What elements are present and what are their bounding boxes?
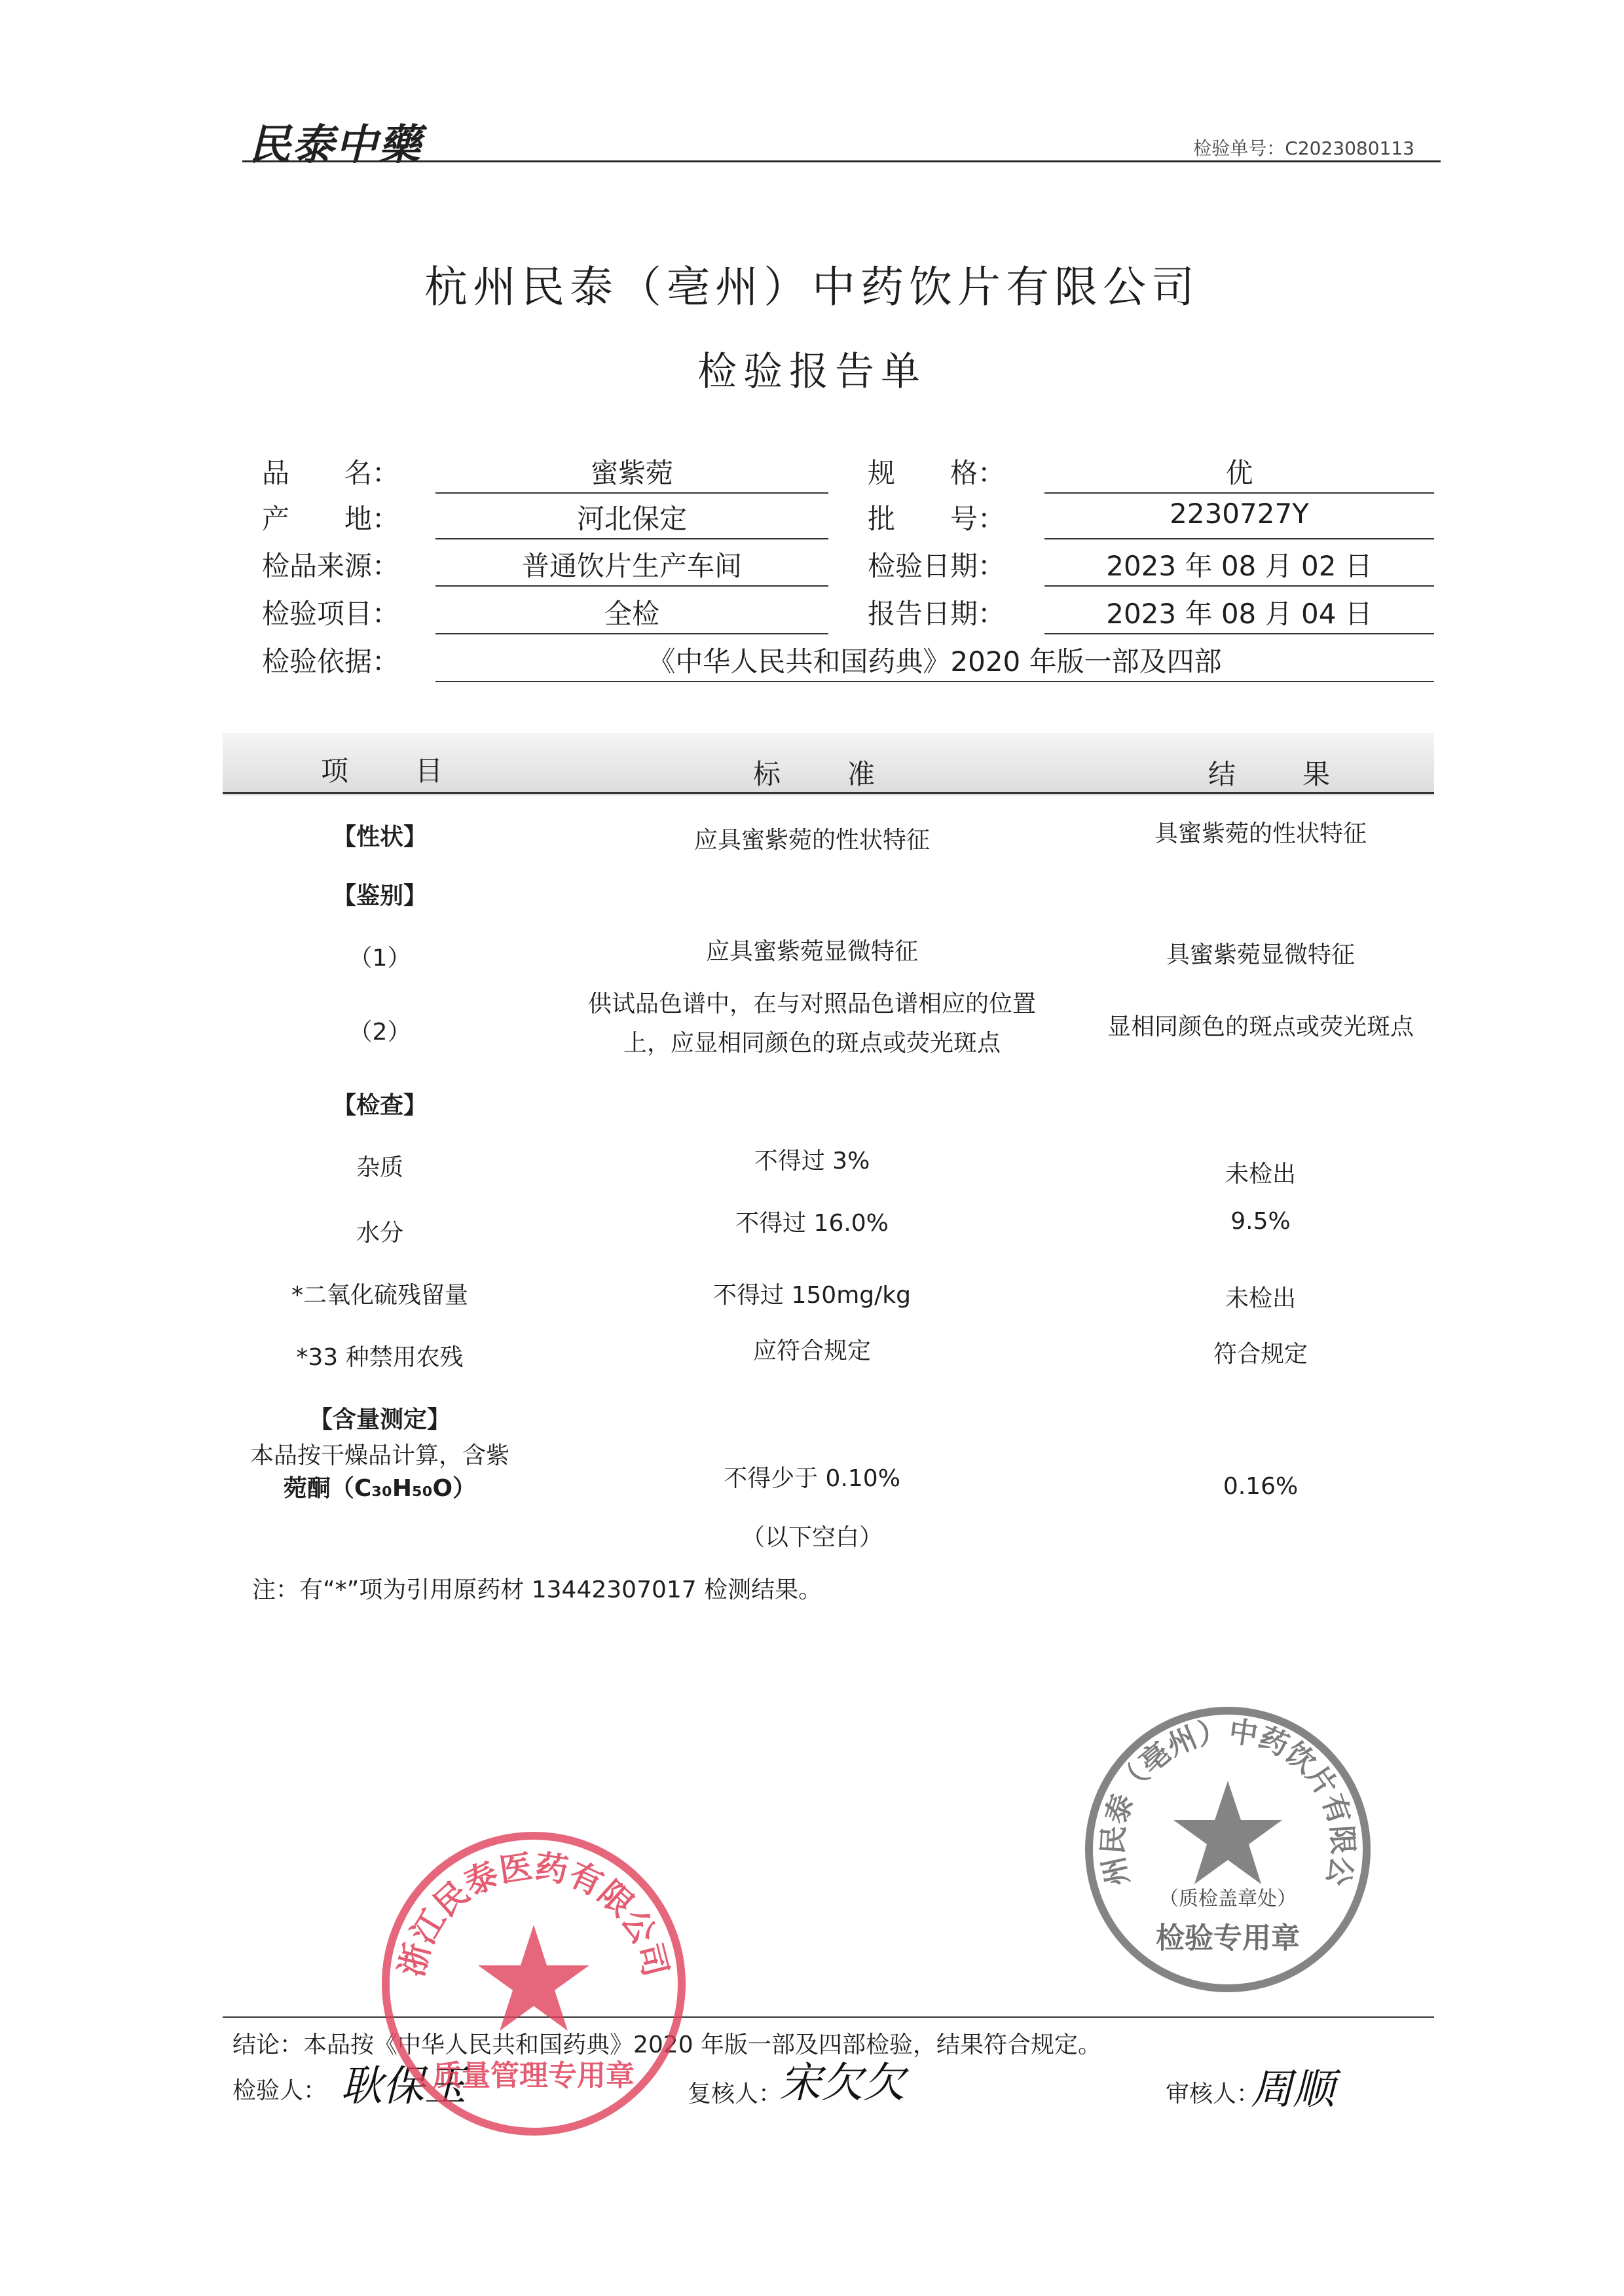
inspection-stamp-inner-text: 检验专用章 [1156, 1922, 1300, 1955]
item-label: 检验项目： [262, 598, 400, 630]
origin-value: 河北保定 [576, 503, 687, 535]
row-result-sulfur-dioxide: 未检出 [1225, 1285, 1296, 1312]
row-item-assay-line1: 本品按干燥品计算，含紫 [249, 1442, 509, 1469]
test-date-underline [1044, 585, 1434, 587]
footnote: 注：有“*”项为引用原药材 13442307017 检测结果。 [252, 1576, 822, 1603]
batch-value: 2230727Y [1170, 498, 1309, 530]
row-standard-pesticides: 应符合规定 [752, 1338, 871, 1364]
inspector-signature: 耿保玉 [341, 2062, 466, 2111]
product-value: 蜜紫菀 [590, 457, 673, 489]
reviewer-label: 复核人： [688, 2081, 783, 2107]
origin-underline [435, 538, 828, 539]
row-result-pesticides: 符合规定 [1213, 1341, 1308, 1368]
row-standard-ident-2-line2: 上，应显相同颜色的斑点或荧光斑点 [623, 1030, 1001, 1057]
product-underline [435, 492, 828, 494]
inspector-label: 检验人： [232, 2077, 327, 2104]
column-header-item: 项 目 [321, 755, 463, 787]
approver-signature: 周顺 [1251, 2066, 1335, 2114]
row-standard-ident-1: 应具蜜紫菀显微特征 [705, 938, 918, 965]
column-header-result: 结 果 [1208, 758, 1350, 790]
row-standard-assay: 不得少于 0.10% [724, 1465, 900, 1492]
test-date-value: 2023 年 08 月 02 日 [1106, 550, 1373, 582]
row-item-sulfur-dioxide: *二氧化硫残留量 [291, 1282, 468, 1309]
reviewer-signature: 宋欠欠 [779, 2059, 905, 2107]
row-standard-ident-2-line1: 供试品色谱中，在与对照品色谱相应的位置 [587, 991, 1036, 1017]
row-standard-moisture: 不得过 16.0% [735, 1210, 889, 1237]
row-result-ident-2: 显相同颜色的斑点或荧光斑点 [1107, 1013, 1414, 1040]
table-header-rule [223, 792, 1434, 794]
spec-value: 优 [1225, 457, 1253, 489]
inspection-stamp-placeholder: （质检盖章处） [1159, 1887, 1297, 1910]
item-value: 全检 [604, 598, 659, 630]
header-divider [242, 160, 1441, 162]
row-standard-sulfur-dioxide: 不得过 150mg/kg [713, 1282, 911, 1309]
report-date-value: 2023 年 08 月 04 日 [1106, 598, 1373, 630]
row-result-ident-1: 具蜜紫菀显微特征 [1166, 941, 1355, 968]
origin-label: 产 地： [262, 503, 400, 535]
basis-value: 《中华人民共和国药典》2020 年版一部及四部 [648, 646, 1222, 678]
inspection-stamp-graphic [1080, 1702, 1375, 1997]
row-standard-impurity: 不得过 3% [754, 1148, 870, 1175]
report-number: 检验单号：C2023080113 [1193, 137, 1414, 159]
spec-underline [1044, 492, 1434, 494]
section-inspection: 【检查】 [332, 1092, 427, 1119]
quality-stamp-inner-text: 质量管理专用章 [433, 2059, 635, 2092]
test-date-label: 检验日期： [868, 550, 1006, 582]
table-end-marker: （以下空白） [741, 1524, 883, 1551]
row-item-pesticides: *33 种禁用农残 [296, 1344, 464, 1371]
row-result-impurity: 未检出 [1225, 1161, 1296, 1188]
column-header-standard: 标 准 [753, 758, 895, 790]
quality-stamp-ring-text: 浙江民泰医药有限公司 [392, 1847, 675, 1980]
report-date-underline [1044, 633, 1434, 634]
quality-stamp-graphic [377, 1827, 691, 2141]
item-underline [435, 633, 828, 634]
report-date-label: 报告日期： [868, 598, 1006, 630]
document-title: 检验报告单 [697, 349, 927, 395]
conclusion-text: 结论：本品按《中华人民共和国药典》2020 年版一部及四部检验，结果符合规定。 [232, 2032, 1102, 2058]
batch-label: 批 号： [868, 503, 1006, 535]
basis-underline [435, 681, 1434, 682]
row-item-appearance: 【性状】 [332, 824, 427, 850]
row-item-assay-line2: 菀酮（C₃₀H₅₀O） [283, 1475, 477, 1502]
row-result-moisture: 9.5% [1230, 1208, 1291, 1235]
basis-label: 检验依据： [262, 646, 400, 678]
row-item-moisture: 水分 [356, 1220, 403, 1247]
inspection-stamp [1080, 1702, 1375, 1997]
row-result-appearance: 具蜜紫菀的性状特征 [1154, 820, 1367, 847]
approver-label: 审核人： [1166, 2081, 1261, 2107]
quality-stamp [377, 1827, 691, 2141]
source-label: 检品来源： [262, 550, 400, 582]
spec-label: 规 格： [868, 457, 1006, 489]
batch-underline [1044, 538, 1434, 539]
source-underline [435, 585, 828, 587]
row-standard-appearance: 应具蜜紫菀的性状特征 [693, 827, 930, 854]
row-item-ident-2: （2） [348, 1019, 411, 1046]
section-identification: 【鉴别】 [332, 883, 427, 909]
row-item-ident-1: （1） [348, 945, 411, 972]
company-name: 杭州民泰（亳州）中药饮片有限公司 [424, 262, 1200, 312]
row-result-assay: 0.16% [1223, 1473, 1299, 1500]
section-assay: 【含量测定】 [308, 1406, 451, 1433]
company-logo: 民泰中藥 [249, 120, 422, 170]
row-item-impurity: 杂质 [356, 1154, 403, 1181]
source-value: 普通饮片生产车间 [521, 550, 742, 582]
inspection-stamp-ring-text: 州民泰（亳州）中药饮片有限公 [1096, 1715, 1359, 1889]
product-label: 品 名： [262, 457, 400, 489]
